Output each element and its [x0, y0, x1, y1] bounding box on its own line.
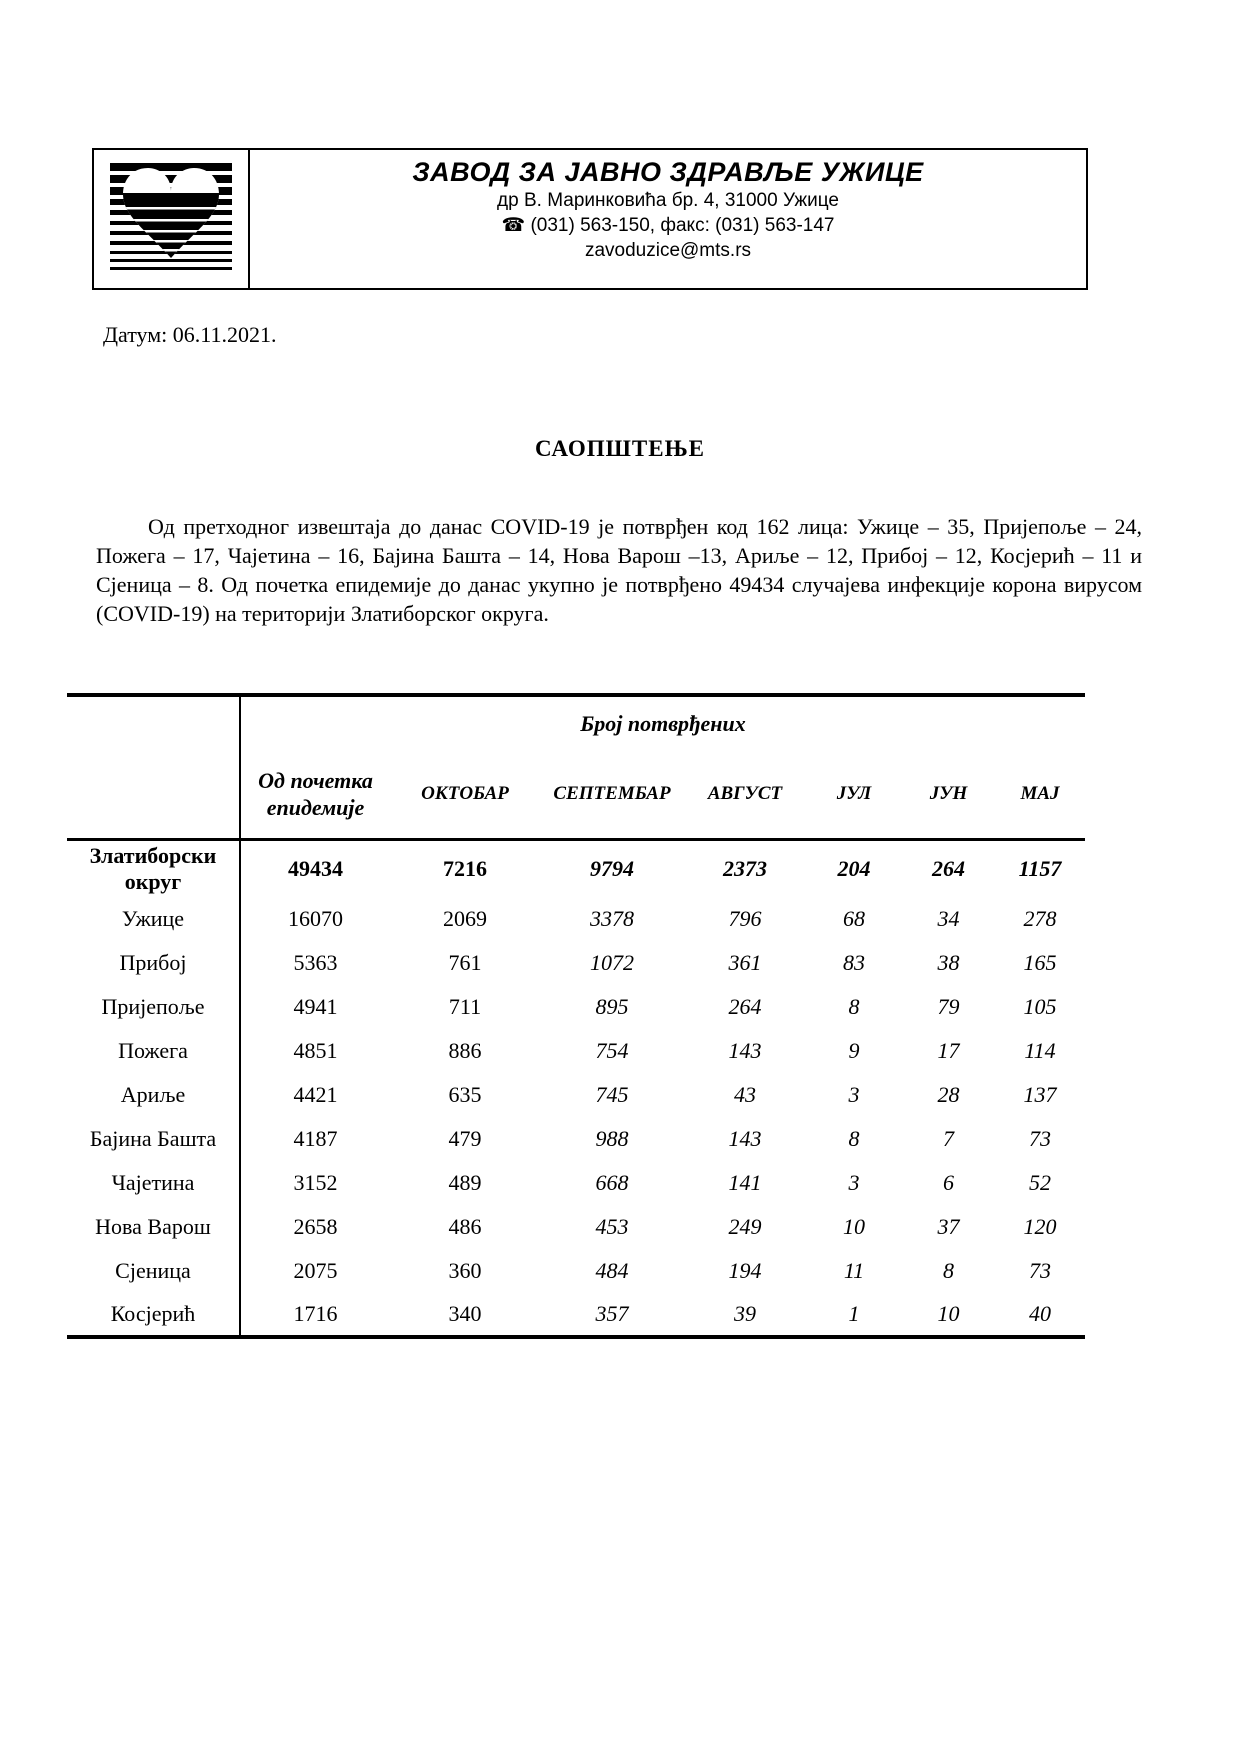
table-row	[67, 985, 1085, 1029]
value-august: 143	[728, 1038, 762, 1063]
value-june: 28	[937, 1082, 960, 1107]
value-july: 68	[843, 906, 865, 931]
date-line: Датум: 06.11.2021.	[103, 322, 277, 347]
column-header-june: ЈУН	[929, 783, 968, 805]
value-may: 73	[1029, 1126, 1051, 1151]
value-july: 3	[848, 1170, 860, 1195]
value-since-epidemic: 4421	[293, 1082, 338, 1107]
page-title: САОПШТЕЊЕ	[534, 436, 706, 461]
spanning-header: Број потврђених	[580, 711, 746, 736]
value-june: 79	[937, 994, 960, 1019]
table-row	[67, 1117, 1085, 1161]
value-october: 886	[448, 1038, 482, 1063]
value-october: 711	[448, 994, 482, 1019]
value-may: 278	[1023, 906, 1057, 931]
value-may: 73	[1029, 1258, 1051, 1283]
table-header	[67, 695, 1085, 839]
value-may: 120	[1023, 1214, 1057, 1239]
org-address: др В. Маринковића бр. 4, 31000 Ужице	[497, 190, 839, 211]
value-since-epidemic: 16070	[288, 906, 343, 931]
value-may: 1157	[1018, 855, 1062, 881]
value-july: 204	[837, 855, 871, 881]
column-header-october: ОКТОБАР	[421, 783, 509, 805]
value-october: 761	[448, 950, 482, 975]
value-september: 3378	[590, 906, 634, 931]
value-september: 484	[595, 1258, 629, 1283]
value-august: 194	[728, 1258, 762, 1283]
municipality-name: Бајина Башта	[67, 1117, 240, 1161]
value-since-epidemic: 4851	[293, 1038, 338, 1063]
value-september: 668	[595, 1170, 629, 1195]
column-header-epidemic: Од почетка епидемије	[258, 768, 373, 821]
value-september: 1072	[590, 950, 634, 975]
value-october: 489	[448, 1170, 482, 1195]
body-paragraph: Од претходног извештаја до данас COVID-19 је потврђен код 162 лица: Ужице – 35, Пријепоље – 24, Пожега – 17, Чајетина – 16, Бајина Башта – 14, Нова Варош –13, Ариље – 12, Прибој – 12, Косјерић – 11 и Сјеница – 8. Од почетка епидемије до данас укупно је потврђено 49434 случајева инфекције корона вирусом (COVID-19) на територији Златиборског округа.	[96, 514, 1142, 626]
value-august: 249	[728, 1214, 762, 1239]
value-october: 479	[448, 1126, 482, 1151]
org-name: ЗАВОД ЗА ЈАВНО ЗДРАВЉЕ УЖИЦЕ	[412, 157, 924, 187]
table-row	[67, 941, 1085, 985]
value-august: 141	[728, 1170, 762, 1195]
value-june: 34	[937, 906, 960, 931]
value-july: 1	[848, 1301, 860, 1326]
municipality-name: Ариље	[67, 1073, 240, 1117]
municipality-name: Пожега	[67, 1029, 240, 1073]
value-september: 9794	[590, 855, 634, 881]
value-since-epidemic: 2658	[293, 1214, 338, 1239]
value-since-epidemic: 3152	[293, 1170, 338, 1195]
value-july: 3	[848, 1082, 860, 1107]
logo-cell	[94, 150, 250, 288]
table-row	[67, 897, 1085, 941]
value-august: 361	[728, 950, 762, 975]
value-july: 10	[843, 1214, 865, 1239]
empty-corner-cell	[67, 695, 240, 839]
covid-statistics-table	[67, 693, 1085, 1339]
value-since-epidemic: 1716	[293, 1301, 338, 1326]
municipality-name: Прибој	[67, 941, 240, 985]
value-june: 6	[943, 1170, 954, 1195]
phone-icon: ☎	[501, 215, 526, 236]
municipality-name: Косјерић	[67, 1293, 240, 1337]
value-june: 17	[937, 1038, 960, 1063]
value-september: 988	[595, 1126, 629, 1151]
value-october: 2069	[443, 906, 487, 931]
column-header-july: ЈУЛ	[836, 783, 872, 805]
value-since-epidemic: 4187	[293, 1126, 338, 1151]
value-july: 8	[848, 994, 860, 1019]
municipality-name: Чајетина	[67, 1161, 240, 1205]
table-row	[67, 839, 1085, 897]
value-june: 37	[937, 1214, 960, 1239]
table-row	[67, 1029, 1085, 1073]
value-may: 105	[1023, 994, 1057, 1019]
value-july: 11	[843, 1258, 865, 1283]
value-october: 360	[448, 1258, 482, 1283]
table-row	[67, 1205, 1085, 1249]
value-july: 9	[848, 1038, 860, 1063]
value-since-epidemic: 2075	[293, 1258, 338, 1283]
value-august: 43	[734, 1082, 756, 1107]
column-header-september: СЕПТЕМБАР	[553, 783, 671, 805]
value-august: 39	[734, 1301, 756, 1326]
table-row	[67, 1073, 1085, 1117]
value-since-epidemic: 49434	[288, 855, 343, 881]
value-august: 796	[728, 906, 762, 931]
org-phone: (031) 563-150, факс: (031) 563-147	[530, 215, 835, 236]
table-row	[67, 1161, 1085, 1205]
municipality-name: Златиборски округ	[67, 839, 240, 897]
org-phone-line	[250, 213, 1086, 238]
barcode-heart-logo-icon	[109, 163, 233, 275]
value-october: 635	[448, 1082, 482, 1107]
municipality-name: Сјеница	[67, 1249, 240, 1293]
value-september: 745	[595, 1082, 629, 1107]
value-june: 38	[937, 950, 960, 975]
value-october: 486	[448, 1214, 482, 1239]
value-september: 357	[595, 1301, 629, 1326]
table-row	[67, 1249, 1085, 1293]
value-may: 52	[1029, 1170, 1051, 1195]
value-august: 2373	[723, 855, 767, 881]
value-may: 114	[1024, 1038, 1056, 1063]
value-june: 264	[932, 855, 965, 881]
value-october: 340	[448, 1301, 482, 1326]
value-august: 264	[728, 994, 762, 1019]
value-may: 165	[1023, 950, 1057, 975]
municipality-name: Ужице	[67, 897, 240, 941]
value-july: 8	[848, 1126, 860, 1151]
value-october: 7216	[443, 855, 487, 881]
org-info	[250, 150, 1086, 288]
value-since-epidemic: 4941	[293, 994, 338, 1019]
municipality-name: Нова Варош	[67, 1205, 240, 1249]
table-body	[67, 839, 1085, 1337]
letterhead-box	[92, 148, 1088, 290]
value-since-epidemic: 5363	[293, 950, 338, 975]
column-header-august: АВГУСТ	[707, 783, 783, 805]
table-row	[67, 1293, 1085, 1337]
value-july: 83	[843, 950, 865, 975]
municipality-name: Пријепоље	[67, 985, 240, 1029]
value-september: 895	[595, 994, 629, 1019]
value-june: 10	[937, 1301, 960, 1326]
value-may: 40	[1029, 1301, 1051, 1326]
org-email: zavoduzice@mts.rs	[584, 240, 752, 261]
value-september: 453	[595, 1214, 629, 1239]
value-june: 7	[943, 1126, 954, 1151]
value-september: 754	[595, 1038, 629, 1063]
value-may: 137	[1023, 1082, 1057, 1107]
column-header-may: МАЈ	[1020, 783, 1060, 805]
value-june: 8	[943, 1258, 954, 1283]
value-august: 143	[728, 1126, 762, 1151]
